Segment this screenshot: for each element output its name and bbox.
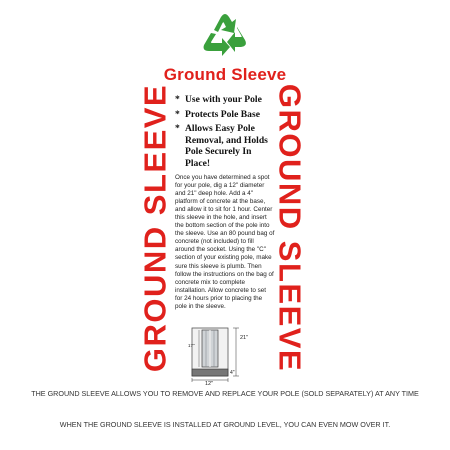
installation-instructions: Once you have determined a spot for your pole, dig a 12" diameter and 21" deep hole. Add a 4" platform of concrete at the base, and allow it to sit for 1 hour. Center this sleeve in the hole, and insert the bottom section of the pole into the sleeve. Use an 80 pound bag of concrete (not included) to fill around the socket. Using the "C" section of your existing pole, make sure this sleeve is plumb. Then follow the instructions on the bag of concrete mix to complete installation. Allow concrete to set for 24 hours prior to placing the pole in the sleeve. (175, 174, 275, 310)
bullet-marker: * (175, 123, 180, 135)
feature-item (175, 94, 275, 106)
footer-line-1: THE GROUND SLEEVE ALLOWS YOU TO REMOVE AND REPLACE YOUR POLE (SOLD SEPARATELY) AT ANY TIME (31, 389, 419, 398)
depth-label: 21" (240, 335, 249, 341)
feature-item (175, 109, 275, 121)
sleeve-length-label: 17" (188, 343, 195, 348)
side-label-right-text: GROUND SLEEVE (272, 83, 308, 373)
feature-text: Use with your Pole (185, 94, 262, 105)
concrete-base (192, 369, 228, 376)
side-label-left-text: GROUND SLEEVE (137, 83, 173, 373)
product-title: Ground Sleeve (163, 65, 287, 84)
base-label: 4" (230, 370, 235, 376)
width-label: 12" (205, 381, 214, 385)
feature-text: Allows Easy Pole Removal, and Holds Pole Securely In Place! (185, 123, 268, 169)
recycle-icon (199, 8, 251, 58)
bullet-marker: * (175, 108, 180, 120)
feature-text: Protects Pole Base (185, 108, 260, 120)
feature-item (175, 123, 275, 169)
bullet-marker: * (175, 94, 180, 105)
footer-line-2: WHEN THE GROUND SLEEVE IS INSTALLED AT GROUND LEVEL, YOU CAN EVEN MOW OVER IT. (59, 420, 391, 429)
sleeve-dimension-diagram (180, 325, 260, 385)
side-label-left (137, 83, 173, 373)
feature-list (175, 94, 275, 173)
side-label-right (272, 83, 308, 373)
